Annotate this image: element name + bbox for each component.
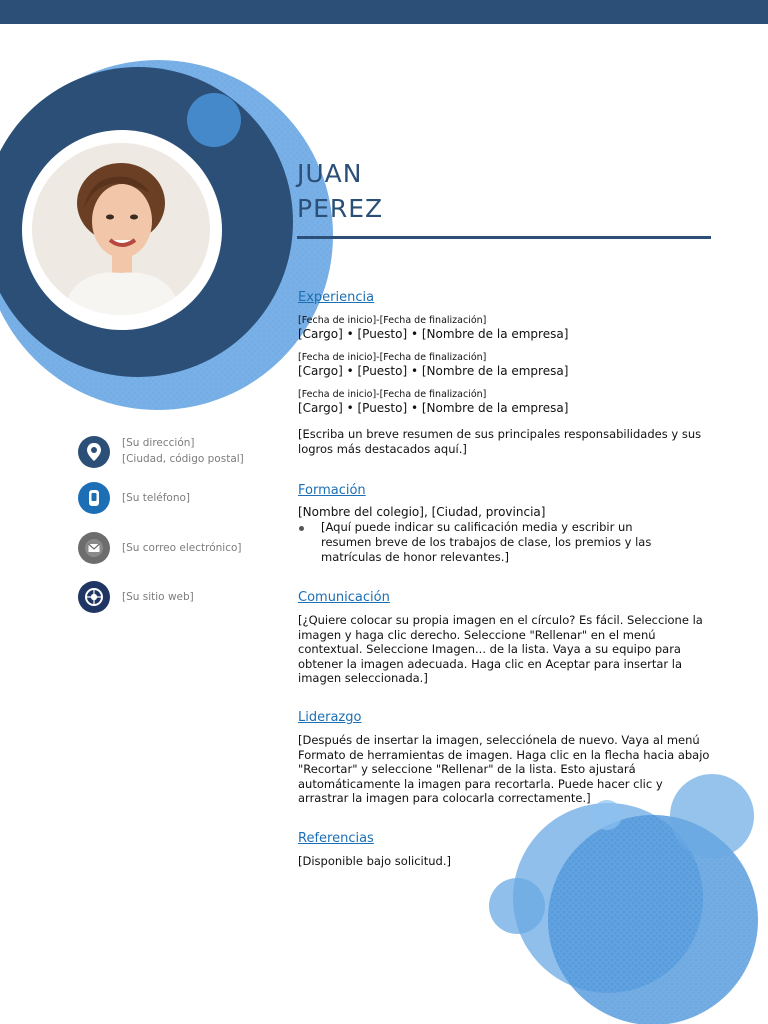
experience-role: [Cargo] • [Puesto] • [Nombre de la empresa] <box>298 364 569 378</box>
first-name: JUAN <box>297 159 363 188</box>
communication-section <box>298 590 710 686</box>
experience-dates: [Fecha de inicio]-[Fecha de finalización] <box>298 389 487 400</box>
profile-photo[interactable] <box>32 143 210 315</box>
education-school: [Nombre del colegio], [Ciudad, provincia] <box>298 505 546 519</box>
references-section <box>298 831 710 869</box>
address-text: [Su dirección] <box>122 437 195 449</box>
contact-email <box>77 531 297 565</box>
experience-item <box>298 314 710 342</box>
education-bullet: [Aquí puede indicar su calificación media y escribir un resumen breve de los trabajos de clase, los premios y las matrículas de honor relevantes.] <box>298 520 686 565</box>
leadership-section <box>298 710 710 806</box>
experience-item <box>298 388 710 416</box>
references-heading: Referencias <box>298 831 374 846</box>
city-text: [Ciudad, código postal] <box>122 453 244 465</box>
education-heading: Formación <box>298 483 366 498</box>
experience-item <box>298 351 710 379</box>
last-name: PEREZ <box>297 194 384 223</box>
leadership-heading: Liderazgo <box>298 710 362 725</box>
experience-role: [Cargo] • [Puesto] • [Nombre de la empresa] <box>298 401 569 415</box>
candidate-name <box>297 156 383 226</box>
experience-dates: [Fecha de inicio]-[Fecha de finalización] <box>298 352 487 363</box>
experience-summary: [Escriba un breve resumen de sus principales responsabilidades y sus logros más destacados aquí.] <box>298 427 702 456</box>
phone-text: [Su teléfono] <box>122 492 191 504</box>
contact-address <box>77 435 297 471</box>
experience-role: [Cargo] • [Puesto] • [Nombre de la empresa] <box>298 327 569 341</box>
email-text: [Su correo electrónico] <box>122 542 242 554</box>
experience-heading: Experiencia <box>298 290 375 305</box>
location-icon <box>77 435 111 469</box>
phone-icon <box>77 481 111 515</box>
website-text: [Su sitio web] <box>122 591 194 603</box>
experience-section <box>298 290 710 456</box>
contact-phone <box>77 481 297 515</box>
leadership-text: [Después de insertar la imagen, selecciónela de nuevo. Vaya al menú Formato de herramientas de imagen. Haga clic en la flecha hacia abajo "Recortar" y seleccione "Rellenar" de la lista. Esto ajustará automáticamente la imagen para recortarla. Puede hacer clic y arrastrar la imagen para colocarla correctamente.] <box>298 733 710 806</box>
contact-website <box>77 580 297 614</box>
website-icon <box>77 580 111 614</box>
education-section <box>298 483 710 565</box>
email-icon <box>77 531 111 565</box>
experience-dates: [Fecha de inicio]-[Fecha de finalización] <box>298 315 487 326</box>
communication-heading: Comunicación <box>298 590 390 605</box>
name-divider <box>297 236 711 239</box>
references-text: [Disponible bajo solicitud.] <box>298 854 451 868</box>
communication-text: [¿Quiere colocar su propia imagen en el círculo? Es fácil. Seleccione la imagen y haga clic derecho. Seleccione "Rellenar" en el menú contextual. Seleccione Imagen... de la lista. Vaya a su equipo para obtener la imagen adecuada. Haga clic en Aceptar para insertar la imagen seleccionada.] <box>298 613 703 686</box>
